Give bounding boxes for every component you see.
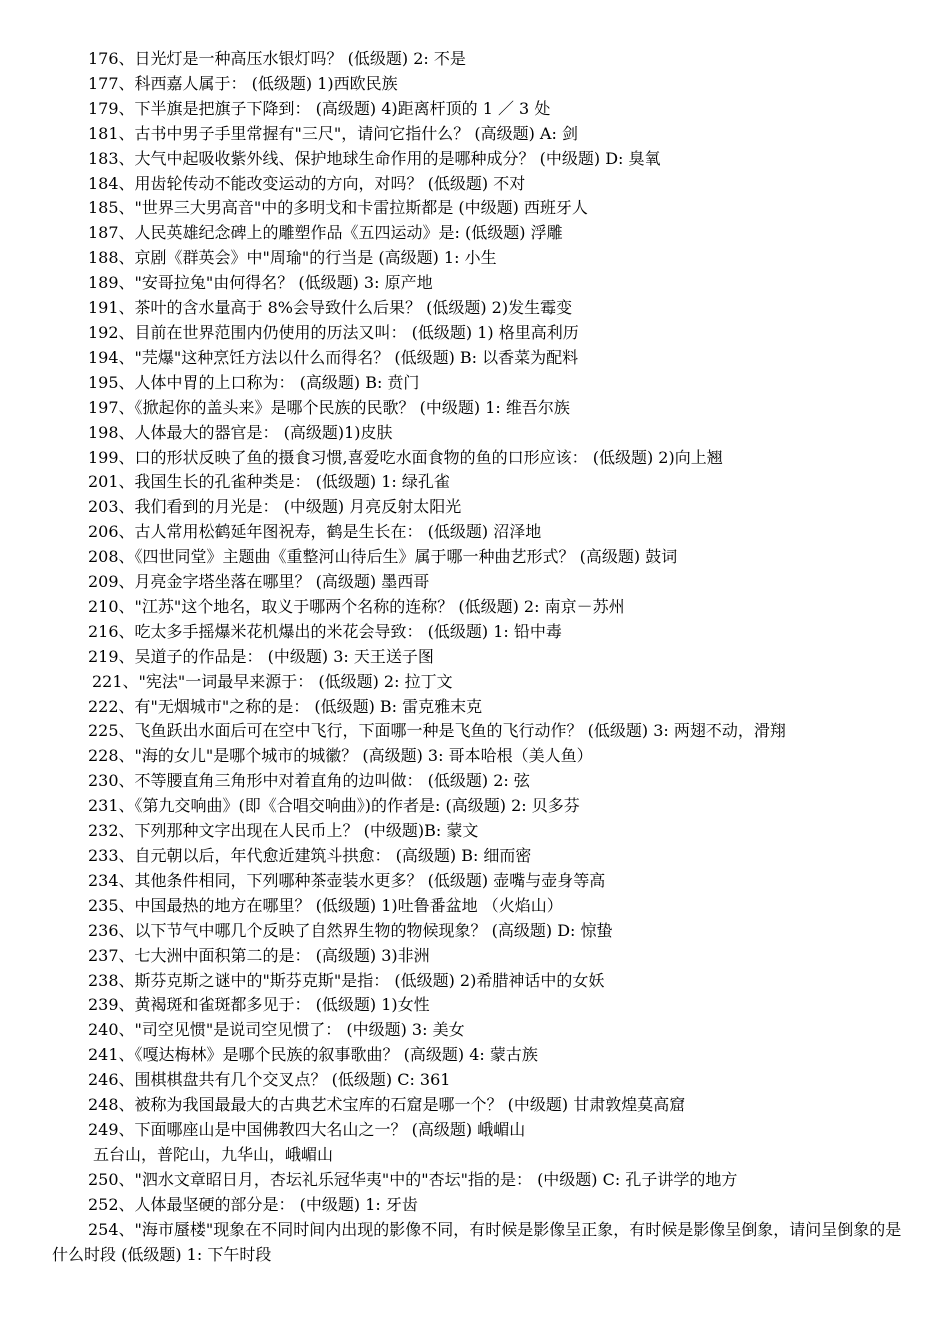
- qa-item-225: 225、飞鱼跃出水面后可在空中飞行，下面哪一种是飞鱼的飞行动作？ (低级题) 3: 两翅不动，滑翔: [88, 721, 786, 741]
- qa-item-183: 183、大气中起吸收紫外线、保护地球生命作用的是哪种成分？ (中级题) D: 臭氧: [88, 148, 661, 168]
- qa-item-249: 249、下面哪座山是中国佛教四大名山之一？ (高级题) 峨嵋山: [88, 1119, 526, 1139]
- qa-item-198: 198、人体最大的器官是： (高级题)1)皮肤: [88, 422, 393, 442]
- qa-item-189: 189、"安哥拉兔"由何得名？ (低级题) 3: 原产地: [88, 273, 433, 293]
- qa-item-230: 230、不等腰直角三角形中对着直角的边叫做： (低级题) 2: 弦: [88, 771, 530, 791]
- qa-item-239: 239、黄褐斑和雀斑都多见于： (低级题) 1)女性: [88, 995, 430, 1015]
- qa-item-194: 194、"芫爆"这种烹饪方法以什么而得名？ (低级题) B: 以香菜为配料: [88, 347, 579, 367]
- qa-item-233: 233、自元朝以后，年代愈近建筑斗拱愈： (高级题) B: 细而密: [88, 846, 532, 865]
- qa-item-237: 237、七大洲中面积第二的是： (高级题) 3)非洲: [88, 945, 430, 965]
- qa-item-209: 209、月亮金字塔坐落在哪里？ (高级题) 墨西哥: [88, 572, 430, 592]
- qa-item-192: 192、目前在世界范围内仍使用的历法又叫： (低级题) 1) 格里高利历: [88, 322, 579, 342]
- qa-item-191: 191、茶叶的含水量高于 8%会导致什么后果？ (低级题) 2)发生霉变: [88, 298, 573, 318]
- qa-item-185: 185、"世界三大男高音"中的多明戈和卡雷拉斯都是 (中级题) 西班牙人: [88, 198, 588, 218]
- qa-item-236: 236、以下节气中哪几个反映了自然界生物的物候现象？ (高级题) D: 惊蛰: [88, 920, 613, 940]
- qa-item-187: 187、人民英雄纪念碑上的雕塑作品《五四运动》是: (低级题) 浮雕: [88, 223, 563, 243]
- qa-item-206: 206、古人常用松鹤延年图祝寿，鹤是生长在： (低级题) 沼泽地: [88, 522, 542, 542]
- document-page: [0, 47, 950, 1267]
- qa-item-250: 250、"泗水文章昭日月，杏坛礼乐冠华夷"中的"杏坛"指的是： (中级题) C: 孔子讲学的地方: [88, 1169, 738, 1189]
- qa-item-179: 179、下半旗是把旗子下降到： (高级题) 4)距离杆顶的 1 ／ 3 处: [88, 98, 551, 118]
- qa-item-238: 238、斯芬克斯之谜中的"斯芬克斯"是指： (低级题) 2)希腊神话中的女妖: [88, 970, 605, 990]
- qa-item-203: 203、我们看到的月光是： (中级题) 月亮反射太阳光: [88, 497, 462, 517]
- qa-item-249-note: 五台山，普陀山，九华山，峨嵋山: [93, 1144, 334, 1164]
- qa-item-181: 181、古书中男子手里常握有"三尺"，请问它指什么？ (高级题) A: 剑: [88, 123, 578, 143]
- qa-item-199: 199、口的形状反映了鱼的摄食习惯,喜爱吃水面食物的鱼的口形应该： (低级题) 2)向上翘: [88, 447, 723, 467]
- qa-item-219: 219、吴道子的作品是： (中级题) 3: 天王送子图: [88, 646, 434, 666]
- qa-item-201: 201、我国生长的孔雀种类是： (低级题) 1: 绿孔雀: [88, 472, 450, 492]
- qa-item-188: 188、京剧《群英会》中"周瑜"的行当是 (高级题) 1: 小生: [88, 248, 497, 268]
- qa-item-228: 228、"海的女儿"是哪个城市的城徽？ (高级题) 3: 哥本哈根（美人鱼）: [88, 746, 593, 766]
- qa-item-176: 176、日光灯是一种高压水银灯吗？ (低级题) 2: 不是: [88, 49, 466, 68]
- qa-item-234: 234、其他条件相同，下列哪种茶壶装水更多？ (低级题) 壶嘴与壶身等高: [88, 870, 606, 890]
- qa-item-210: 210、"江苏"这个地名，取义于哪两个名称的连称？ (低级题) 2: 南京－苏州: [88, 596, 625, 616]
- qa-item-248: 248、被称为我国最最大的古典艺术宝库的石窟是哪一个？ (中级题) 甘肃敦煌莫高窟: [88, 1095, 686, 1115]
- qa-item-197: 197、《掀起你的盖头来》是哪个民族的民歌？ (中级题) 1: 维吾尔族: [88, 397, 570, 417]
- qa-item-246: 246、围棋棋盘共有几个交叉点？ (低级题) C: 361: [88, 1070, 451, 1090]
- qa-item-208: 208、《四世同堂》主题曲《重整河山待后生》属于哪一种曲艺形式？ (高级题) 鼓词: [88, 547, 678, 567]
- qa-item-232: 232、下列那种文字出现在人民币上？ (中级题)B: 蒙文: [88, 821, 479, 841]
- qa-item-241: 241、《嘎达梅林》是哪个民族的叙事歌曲？ (高级题) 4: 蒙古族: [88, 1045, 538, 1065]
- qa-item-235: 235、中国最热的地方在哪里？ (低级题) 1)吐鲁番盆地 （火焰山）: [88, 895, 563, 915]
- qa-item-177: 177、科西嘉人属于： (低级题) 1)西欧民族: [88, 73, 398, 93]
- qa-item-222: 222、有"无烟城市"之称的是： (低级题) B: 雷克雅末克: [88, 696, 483, 716]
- qa-item-184: 184、用齿轮传动不能改变运动的方向，对吗？ (低级题) 不对: [88, 173, 526, 193]
- qa-item-252: 252、人体最坚硬的部分是： (中级题) 1: 牙齿: [88, 1194, 418, 1214]
- qa-item-254: 254、"海市蜃楼"现象在不同时间内出现的影像不同，有时候是影像呈正象，有时候是影像呈倒象，请问呈倒象的是什么时段 (低级题) 1: 下午时段: [52, 1219, 902, 1264]
- qa-item-231: 231、《第九交响曲》(即《合唱交响曲》)的作者是: (高级题) 2: 贝多芬: [88, 796, 580, 816]
- qa-item-216: 216、吃太多手摇爆米花机爆出的米花会导致： (低级题) 1: 铅中毒: [88, 621, 562, 641]
- qa-item-221: 221、"宪法"一词最早来源于： (低级题) 2: 拉丁文: [92, 671, 453, 691]
- qa-item-240: 240、"司空见惯"是说司空见惯了： (中级题) 3: 美女: [88, 1020, 465, 1040]
- qa-item-195: 195、人体中胃的上口称为： (高级题) B: 贲门: [88, 372, 420, 392]
